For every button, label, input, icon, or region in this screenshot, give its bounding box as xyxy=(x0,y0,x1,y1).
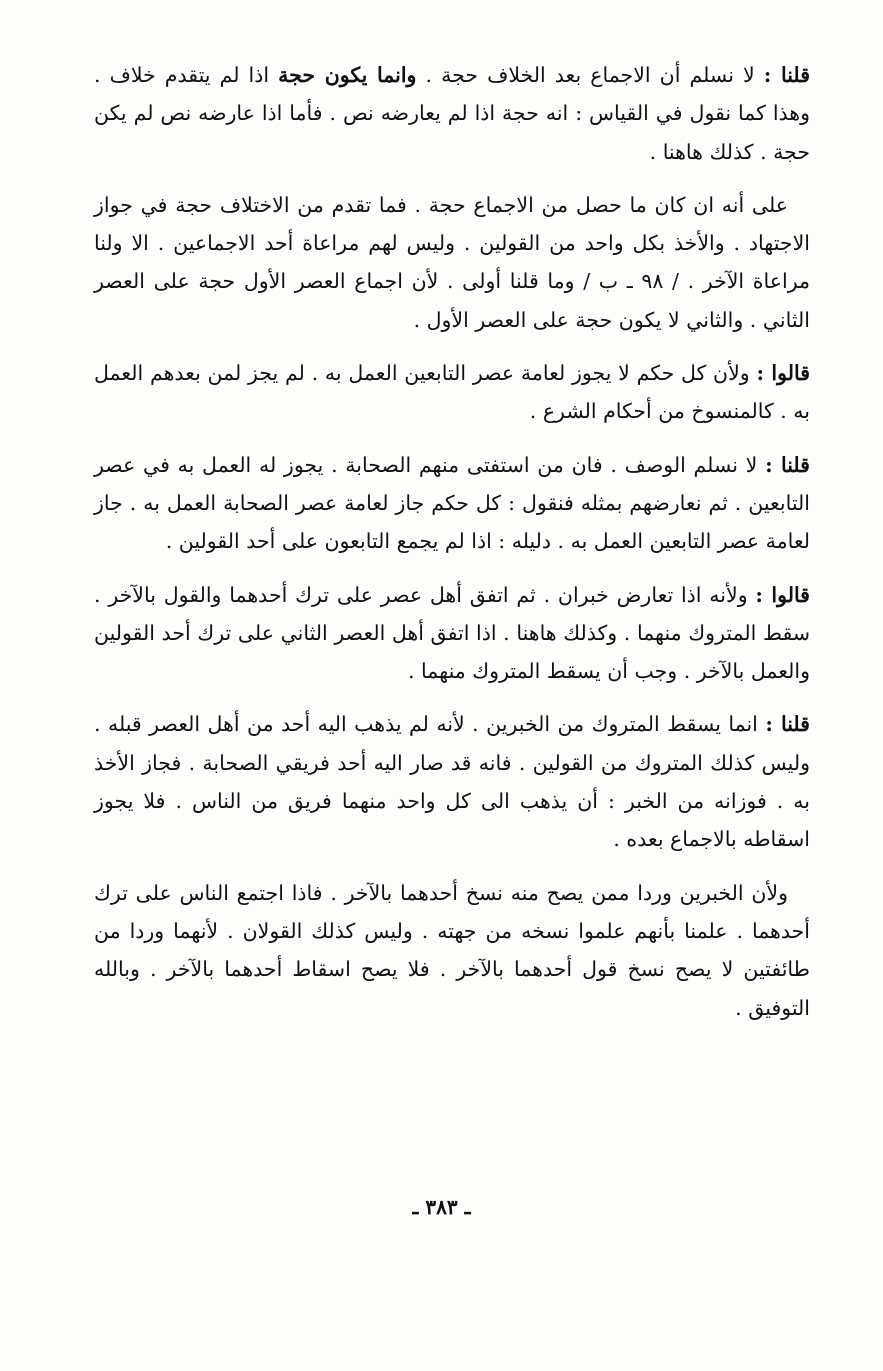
paragraph-text: ولأن كل حكم لا يجوز لعامة عصر التابعين العمل به . لم يجز لمن بعدهم العمل به . كالمنسوخ من أحكام الشرع . xyxy=(94,361,810,424)
paragraph-1 xyxy=(94,56,810,171)
paragraph-text: لا نسلم الوصف . فان من استفتى منهم الصحابة . يجوز له العمل به في عصر التابعين . ثم نعارضهم بمثله فنقول : كل حكم جاز لعامة عصر الصحابة العمل به . جاز لعامة عصر التابعين العمل به . دليله : اذا لم يجمع التابعون على أحد القولين . xyxy=(94,452,810,554)
paragraph-text: لا نسلم أن الاجماع بعد الخلاف حجة . xyxy=(416,63,764,87)
paragraph-lead: قلنا : xyxy=(765,452,810,477)
paragraph-lead: قلنا : xyxy=(765,712,810,737)
paragraph-text: على أنه ان كان ما حصل من الاجماع حجة . فما تقدم من الاختلاف حجة في جواز الاجتهاد . والأخذ بكل واحد من القولين . وليس لهم مراعاة أحد الاجماعين . الا ولنا مراعاة الآخر . / ٩٨ ـ ب / وما قلنا أولى . لأن اجماع العصر الأول حجة على العصر الثاني . والثاني لا يكون حجة على العصر الأول . xyxy=(94,192,810,332)
paragraph-2 xyxy=(94,186,810,339)
paragraph-5 xyxy=(94,576,810,691)
paragraph-3 xyxy=(94,354,810,431)
paragraph-lead: قالوا : xyxy=(755,582,810,607)
paragraph-bold-phrase: وانما يكون حجة xyxy=(278,63,417,87)
paragraph-7 xyxy=(94,874,810,1027)
paragraph-6 xyxy=(94,705,810,858)
body-text xyxy=(94,56,810,1042)
paragraph-text: اذا لم يتقدم خلاف . وهذا كما نقول في القياس : انه حجة اذا لم يعارضه نص . فأما اذا عارضه نص لم يكن حجة . كذلك هاهنا . xyxy=(94,63,810,164)
paragraph-4 xyxy=(94,446,810,561)
paragraph-text: ولأن الخبرين وردا ممن يصح منه نسخ أحدهما بالآخر . فاذا اجتمع الناس على ترك أحدهما . علمنا بأنهم علموا نسخه من جهته . وليس كذلك القولان . لأنهما وردا من طائفتين لا يصح نسخ قول أحدهما بالآخر . فلا يصح اسقاط أحدهما بالآخر . وبالله التوفيق . xyxy=(94,880,810,1020)
paragraph-lead: قالوا : xyxy=(756,361,810,386)
paragraph-text: انما يسقط المتروك من الخبرين . لأنه لم يذهب اليه أحد من أهل العصر قبله . وليس كذلك المتروك من القولين . فانه قد صار اليه أحد فريقي الصحابة . فجاز الأخذ به . فوزانه من الخبر : أن يذهب الى كل واحد منهما فريق من الناس . فلا يجوز اسقاطه بالاجماع بعده . xyxy=(94,712,810,852)
paragraph-lead: قلنا : xyxy=(763,63,810,87)
page-number: ـ ٣٨٣ ـ xyxy=(412,1195,471,1219)
paragraph-text: ولأنه اذا تعارض خبران . ثم اتفق أهل عصر على ترك أحدهما والقول بالآخر . سقط المتروك منهما . وكذلك هاهنا . اذا اتفق أهل العصر الثاني على ترك أحد القولين والعمل بالآخر . وجب أن يسقط المتروك منهما . xyxy=(94,582,810,684)
